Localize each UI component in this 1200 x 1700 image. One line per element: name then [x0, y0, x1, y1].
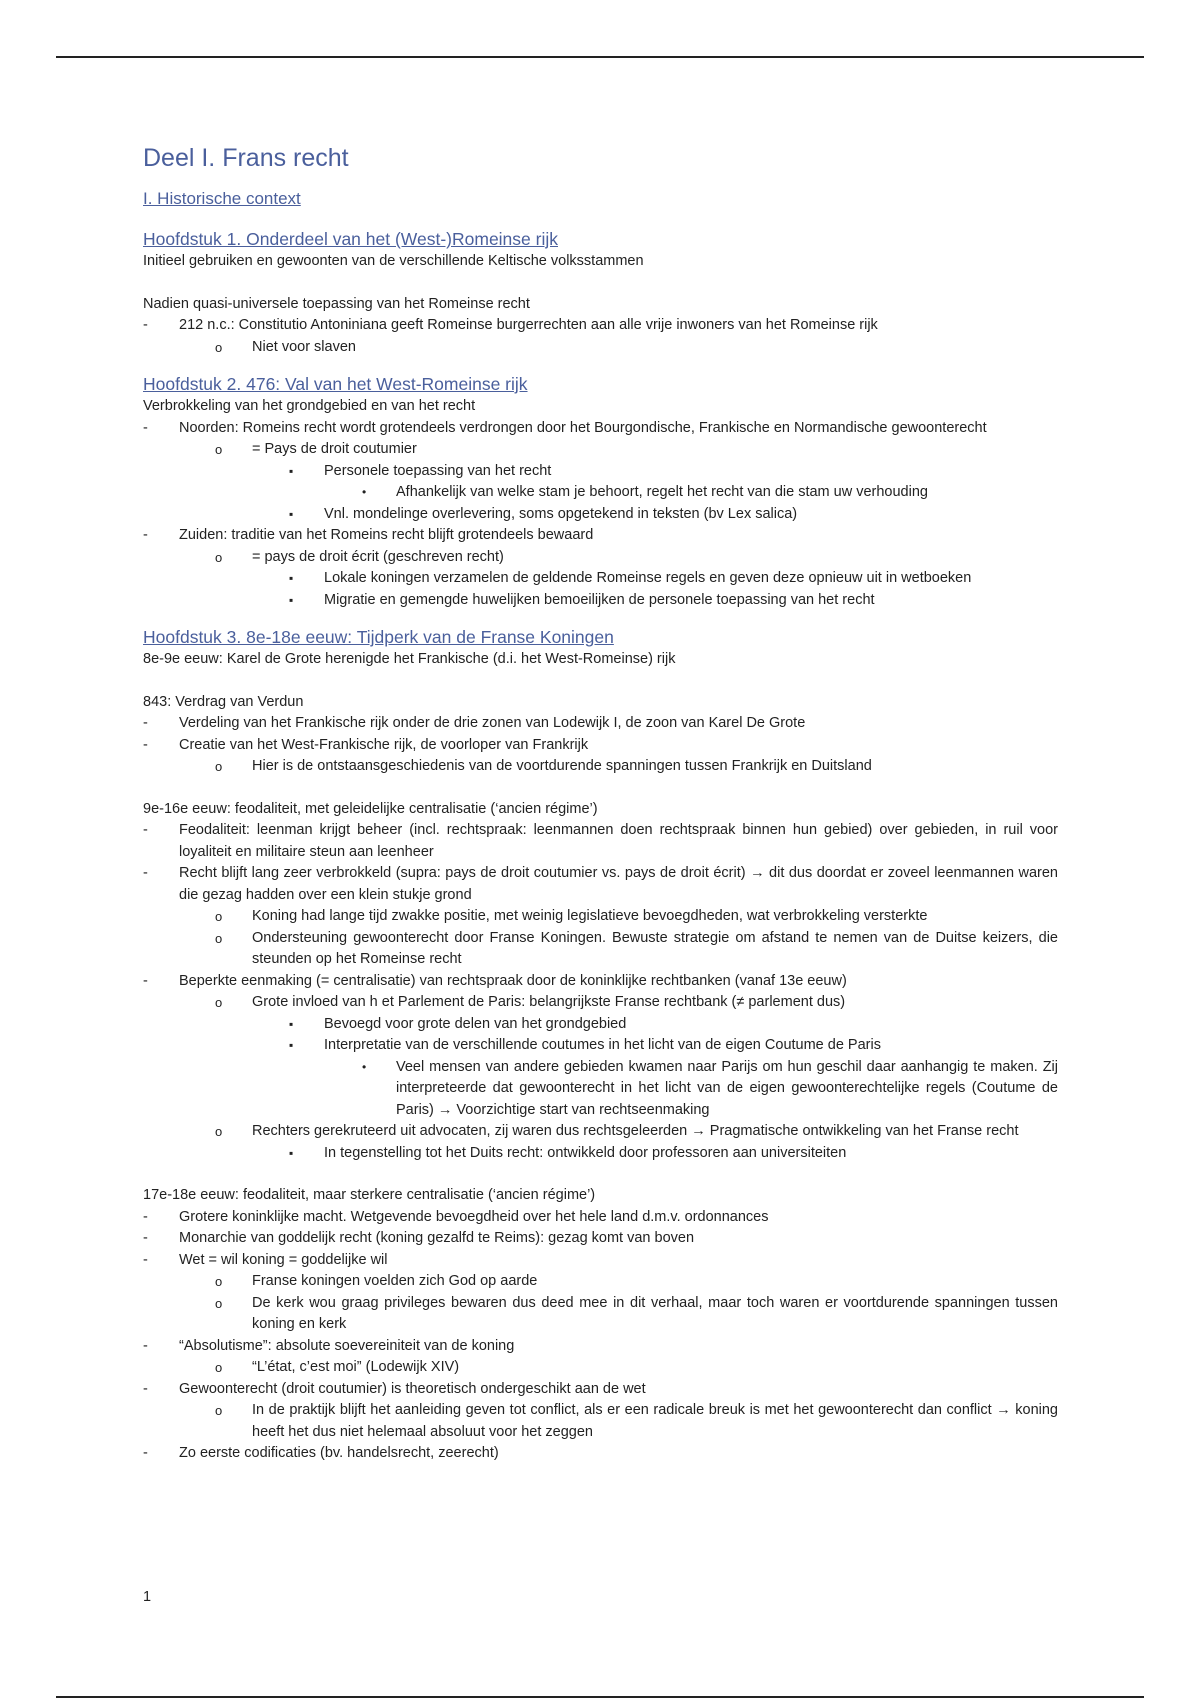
paragraph: 8e-9e eeuw: Karel de Grote herenigde het Frankische (d.i. het West-Romeinse) rijk [143, 651, 676, 667]
dot-bullet: • [362, 485, 367, 499]
list-item: - Zo eerste codificaties (bv. handelsrecht, zeerecht) [143, 1443, 1058, 1465]
dash-bullet: - [143, 419, 148, 436]
square-bullet: ▪ [289, 1016, 294, 1031]
list-item: - “Absolutisme”: absolute soevereiniteit van de koning [143, 1336, 1058, 1358]
circle-bullet: o [215, 1295, 223, 1311]
square-bullet: ▪ [289, 571, 294, 585]
circle-bullet: o [215, 759, 223, 774]
square-bullet: ▪ [289, 1145, 294, 1160]
paragraph: Nadien quasi-universele toepassing van het Romeinse recht [143, 295, 530, 312]
circle-bullet: o [215, 1403, 223, 1418]
list-item: ▪ Lokale koningen verzamelen de geldende Romeinse regels en geven deze opnieuw uit in wetboeken [143, 568, 1058, 590]
list-item: o = pays de droit écrit (geschreven recht) [143, 547, 1058, 569]
square-bullet: ▪ [289, 1038, 294, 1052]
circle-bullet: o [215, 1124, 223, 1139]
dash-bullet: - [143, 1230, 148, 1246]
list-item: o “L’état, c’est moi” (Lodewijk XIV) [143, 1357, 1058, 1379]
dash-bullet: - [143, 1208, 148, 1225]
list-item: o Grote invloed van h et Parlement de Paris: belangrijkste Franse rechtbank (≠ parlement dus) [143, 992, 1058, 1014]
dot-bullet: • [362, 1059, 367, 1074]
list-item: - Creatie van het West-Frankische rijk, de voorloper van Frankrijk [143, 735, 1058, 757]
dash-bullet: - [143, 822, 148, 838]
dash-bullet: - [143, 1337, 148, 1354]
paragraph: 17e-18e eeuw: feodaliteit, maar sterkere centralisatie (‘ancien régime’) [143, 1187, 596, 1203]
list-item: o Ondersteuning gewoonterecht door Franse Koningen. Bewuste strategie om afstand te nemen van de Duitse keizers, die steunden op het Romeinse recht [215, 929, 1058, 967]
dash-bullet: - [143, 1380, 148, 1397]
part-title: I. Historische context [143, 189, 301, 208]
circle-bullet: o [215, 909, 223, 924]
list-item: o Koning had lange tijd zwakke positie, met weinig legislatieve bevoegdheden, wat verbrokkeling versterkte [143, 906, 1058, 928]
list-item: o = Pays de droit coutumier [143, 439, 1058, 461]
paragraph: Verbrokkeling van het grondgebied en van het recht [143, 398, 476, 414]
circle-bullet: o [215, 1274, 223, 1289]
square-bullet: ▪ [289, 592, 294, 607]
dash-bullet: - [143, 736, 148, 753]
list-item: - Beperkte eenmaking (= centralisatie) van rechtspraak door de koninklijke rechtbanken (vanaf 13e eeuw) [143, 971, 1058, 993]
square-bullet: ▪ [289, 463, 294, 478]
dash-bullet: - [143, 715, 148, 731]
circle-bullet: o [215, 1360, 223, 1375]
list-item: ▪ Vnl. mondelinge overlevering, soms opgetekend in teksten (bv Lex salica) [143, 504, 1058, 526]
document-body [143, 141, 1058, 1465]
list-item: - Grotere koninklijke macht. Wetgevende bevoegdheid over het hele land d.m.v. ordonnances [143, 1207, 1058, 1229]
paragraph: Initieel gebruiken en gewoonten van de verschillende Keltische volksstammen [143, 253, 644, 269]
dash-bullet: - [143, 865, 148, 881]
header-rule [56, 56, 1144, 58]
list-item: o In de praktijk blijft het aanleiding geven tot conflict, als er een radicale breuk is met het gewoonterecht dan conflict → koning heeft het dus niet helemaal absoluut voor het zeggen [215, 1402, 1058, 1440]
circle-bullet: o [215, 930, 223, 946]
document-title: Deel I. Frans recht [143, 144, 349, 172]
circle-bullet: o [215, 549, 223, 565]
dash-bullet: - [143, 1445, 148, 1461]
list-item: • Afhankelijk van welke stam je behoort, regelt het recht van die stam uw verhouding [143, 482, 1058, 504]
list-item: o De kerk wou graag privileges bewaren dus deed mee in dit verhaal, maar toch waren er voortdurende spanningen tussen koning en kerk [215, 1294, 1058, 1332]
list-item: - Noorden: Romeins recht wordt grotendeels verdrongen door het Bourgondische, Frankische en Normandische gewoonterecht [143, 418, 1058, 440]
square-bullet: ▪ [289, 506, 294, 521]
circle-bullet: o [215, 995, 223, 1010]
list-item: - Verdeling van het Frankische rijk onder de drie zonen van Lodewijk I, de zoon van Karel De Grote [143, 713, 1058, 735]
dash-bullet: - [143, 1251, 148, 1268]
list-item: - Recht blijft lang zeer verbrokkeld (supra: pays de droit coutumier vs. pays de droit écrit) → dit dus doordat er zoveel leenmannen waren die gezag hadden over een klein stukje grond [143, 865, 1058, 903]
circle-bullet: o [215, 442, 223, 457]
list-item: - Wet = wil koning = goddelijke wil [143, 1250, 1058, 1272]
page-number: 1 [143, 1589, 152, 1605]
chapter-2-title: Hoofdstuk 2. 476: Val van het West-Romeinse rijk [143, 374, 528, 394]
list-item: ▪ Migratie en gemengde huwelijken bemoeilijken de personele toepassing van het recht [143, 590, 1058, 612]
list-item: o Rechters gerekruteerd uit advocaten, zij waren dus rechtsgeleerden → Pragmatische ontwikkeling van het Franse recht [143, 1121, 1058, 1143]
paragraph: 9e-16e eeuw: feodaliteit, met geleidelijke centralisatie (‘ancien régime’) [143, 800, 598, 817]
list-item: - Monarchie van goddelijk recht (koning gezalfd te Reims): gezag komt van boven [143, 1228, 1058, 1250]
dash-bullet: - [143, 972, 148, 989]
list-item: ▪ Bevoegd voor grote delen van het grondgebied [143, 1014, 1058, 1036]
list-item: o Hier is de ontstaansgeschiedenis van de voortdurende spanningen tussen Frankrijk en Duitsland [143, 756, 1058, 778]
list-item: - Feodaliteit: leenman krijgt beheer (incl. rechtspraak: leenmannen doen rechtspraak binnen hun gebied) over gebieden, in ruil voor loyaliteit en militaire steun aan leenheer [143, 822, 1058, 860]
list-item: • Veel mensen van andere gebieden kwamen naar Parijs om hun geschil daar aanhangig te maken. Zij interpreteerde dat gewoonterecht in het licht van de eigen gewoonterechtelijke regels (Coutume de Paris) → Voorzichtige start van rechtseenmaking [362, 1058, 1058, 1118]
list-item: o Niet voor slaven [143, 337, 1058, 359]
paragraph: 843: Verdrag van Verdun [143, 693, 304, 710]
list-item: ▪ Interpretatie van de verschillende coutumes in het licht van de eigen Coutume de Paris [143, 1035, 1058, 1057]
list-item: - Gewoonterecht (droit coutumier) is theoretisch ondergeschikt aan de wet [143, 1379, 1058, 1401]
list-item: - Zuiden: traditie van het Romeins recht blijft grotendeels bewaard [143, 525, 1058, 547]
dash-bullet: - [143, 527, 148, 543]
list-item: o Franse koningen voelden zich God op aarde [143, 1271, 1058, 1293]
chapter-1-title: Hoofdstuk 1. Onderdeel van het (West-)Romeinse rijk [143, 229, 558, 249]
circle-bullet: o [215, 339, 223, 355]
list-item: ▪ In tegenstelling tot het Duits recht: ontwikkeld door professoren aan universiteiten [143, 1143, 1058, 1165]
dash-bullet: - [143, 317, 148, 333]
footer-rule [56, 1696, 1144, 1698]
list-item: ▪ Personele toepassing van het recht [143, 461, 1058, 483]
chapter-3-title: Hoofdstuk 3. 8e-18e eeuw: Tijdperk van de Franse Koningen [143, 627, 614, 647]
list-item: - 212 n.c.: Constitutio Antoniniana geeft Romeinse burgerrechten aan alle vrije inwoners van het Romeinse rijk [143, 315, 1058, 337]
